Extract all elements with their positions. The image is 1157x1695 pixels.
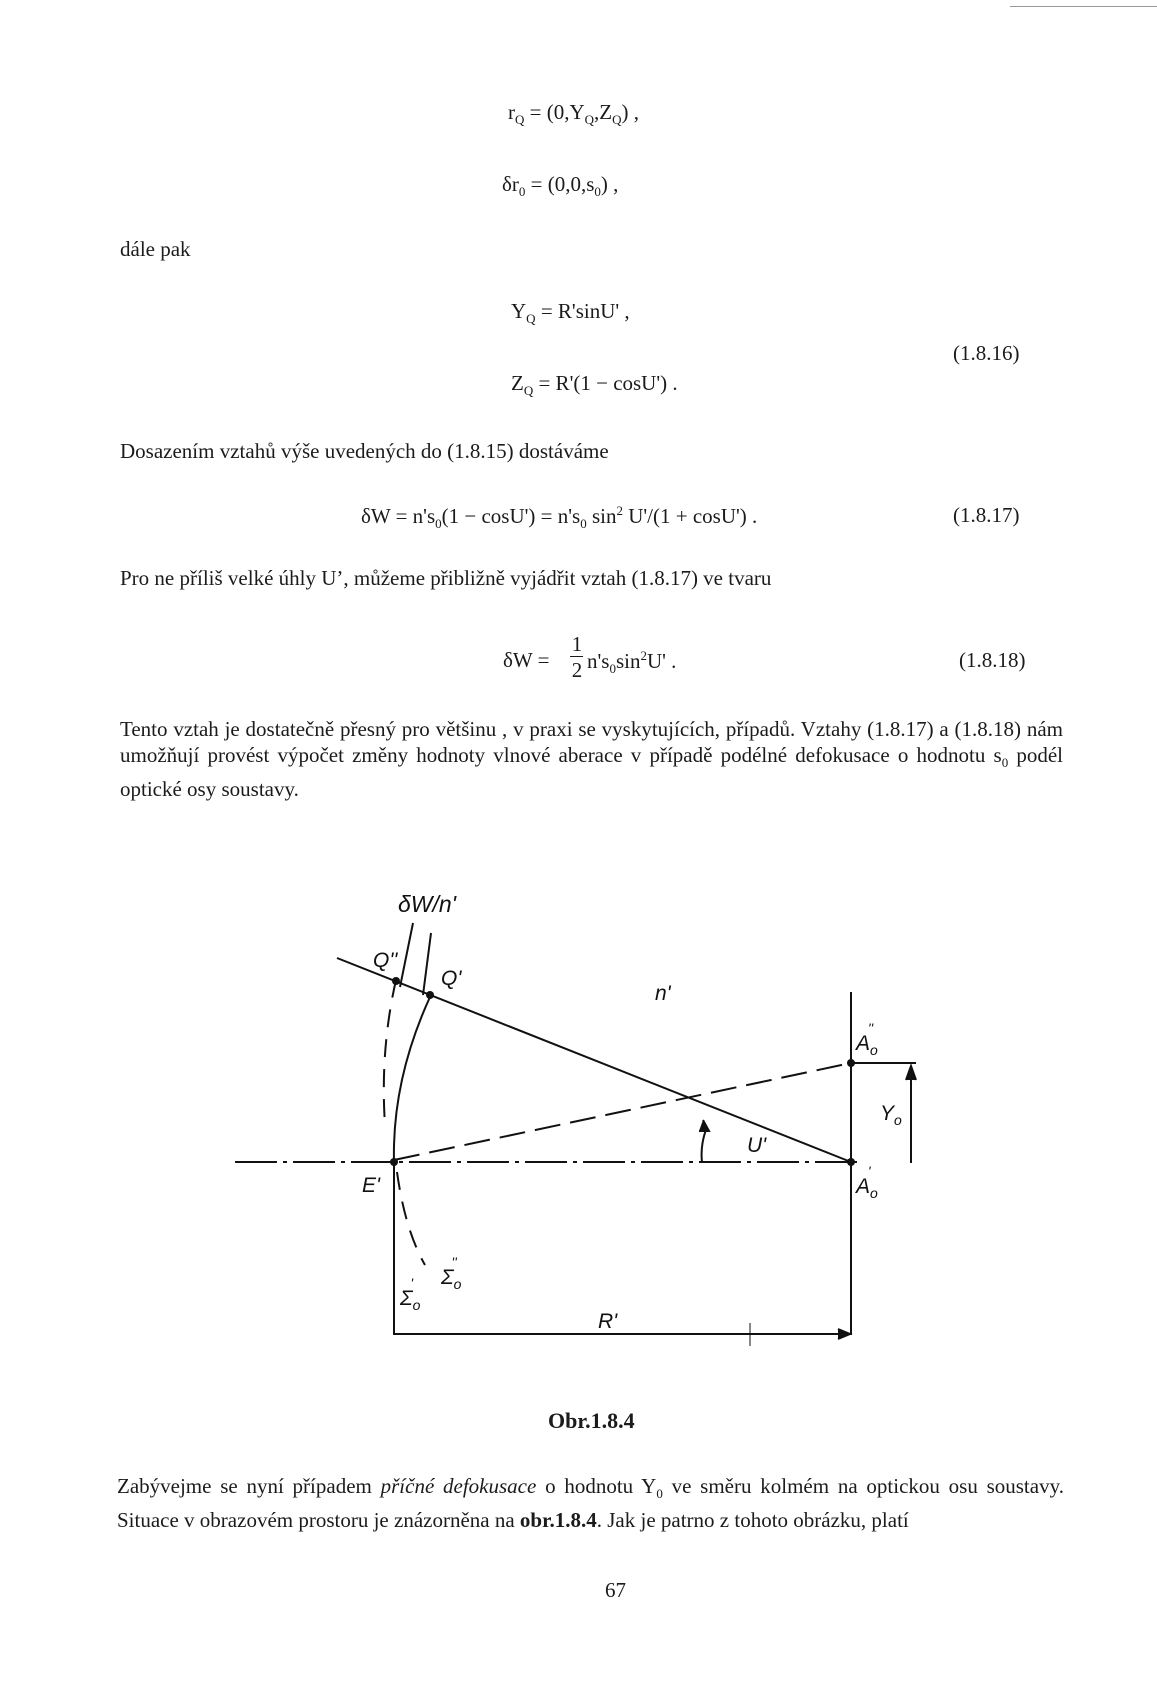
equation-dr0: $\delta r_0 = (0,0,s_0)$ , — [502, 172, 619, 200]
Y-arrowhead — [906, 1066, 916, 1080]
equation-YQ: $Y_Q = R'\sin U'$ , — [511, 299, 630, 327]
dW-pointer-1 — [400, 923, 413, 987]
point-Q-prime — [426, 991, 434, 999]
dashed-ray-E-to-A0-double — [394, 1063, 851, 1160]
label-Q-double-prime: Q'' — [373, 949, 398, 972]
point-A0-double-prime — [847, 1059, 855, 1067]
point-A0-prime — [847, 1158, 855, 1166]
equation-rQ: $r_Q = (0,Y_Q,Z_Q)$ , — [508, 100, 640, 128]
text-dale-pak: dále pak — [120, 237, 191, 261]
label-sigma-double-prime: $\Sigma_o''$ — [441, 1254, 462, 1292]
label-R-prime: R' — [598, 1310, 618, 1333]
wavefront-sigma-double-prime — [384, 980, 396, 1125]
ray-Q-to-A0 — [337, 958, 851, 1162]
point-Q-double-prime — [392, 977, 400, 985]
dW-pointer-2 — [423, 933, 431, 995]
wavefront-sigma-prime — [394, 997, 430, 1162]
text-pro-ne: Pro ne příliš velké úhly U’, můžeme přibližně vyjádřit vztah (1.8.17) ve tvaru — [120, 566, 772, 590]
equation-number-1-8-16: (1.8.16) — [953, 341, 1020, 365]
angle-arrowhead — [699, 1120, 709, 1131]
label-U-prime: U' — [747, 1134, 767, 1157]
R-arrowhead — [838, 1329, 850, 1339]
paragraph-tento: Tento vztah je dostatečně přesný pro většinu , v praxi se vyskytujících, případů. Vztahy (1.8.17) a (1.8.18) nám umožňují provést výpočet změny hodnoty vlnové aberace v případě podélné defokusace o hodnotu $s_0$ podél optické osy soustavy. — [120, 717, 1064, 802]
equation-number-1-8-18: (1.8.18) — [959, 648, 1026, 672]
label-dW-over-n: δW/n' — [398, 891, 457, 917]
text-dosazenim: Dosazením vztahů výše uvedených do (1.8.15) dostáváme — [120, 439, 609, 463]
equation-ZQ: $Z_Q = R'(1 - \cos U')$ . — [511, 371, 678, 399]
equation-number-1-8-17: (1.8.17) — [953, 503, 1020, 527]
label-Q-prime: Q' — [441, 967, 462, 990]
equation-1-8-17: $\delta W = n's_0(1 - \cos U') = n's_0$ $\sin^2 U'/(1 + \cos U')$ . — [361, 503, 758, 532]
wavefront-sigma-double-prime-lower — [397, 1172, 425, 1265]
page-number: 67 — [605, 1578, 626, 1602]
label-sigma-prime: $\Sigma_o'$ — [400, 1275, 421, 1313]
point-E-prime — [390, 1158, 398, 1166]
label-Y0: $Y_o$ — [880, 1102, 902, 1128]
paragraph-zabyvejme: Zabývejme se nyní případem příčné defokusace o hodnotu $Y_0$ ve směru kolmém na optickou osu soustavy. Situace v obrazovém prostoru je znázorněna na obr.1.8.4. Jak je patrno z tohoto obrázku, platí — [117, 1474, 1064, 1533]
angle-arc-U — [702, 1127, 707, 1162]
label-E-prime: E' — [362, 1174, 381, 1197]
figure-caption: Obr.1.8.4 — [548, 1408, 635, 1433]
label-A0-double-prime: $A_o''$ — [856, 1020, 878, 1058]
label-A0-prime: $A_o'$ — [856, 1163, 878, 1201]
label-n-prime: n' — [655, 982, 671, 1005]
